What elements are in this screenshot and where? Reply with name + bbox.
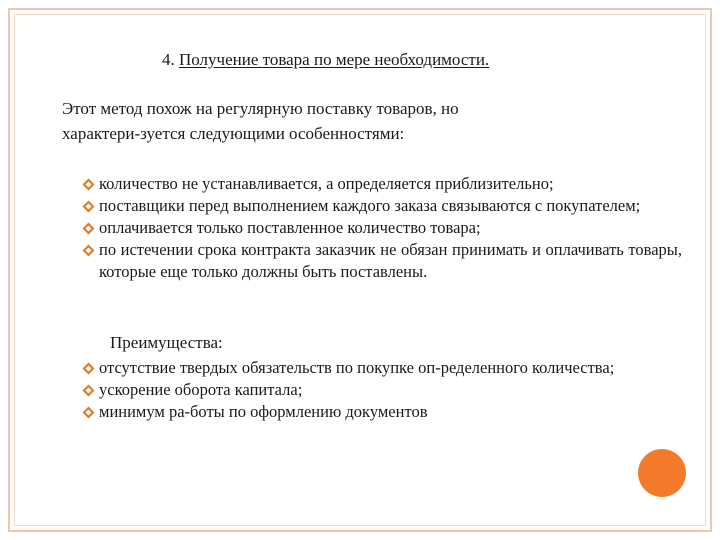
feature-text: оплачивается только поставленное количество товара; (99, 218, 481, 237)
diamond-bullet-icon (82, 178, 95, 191)
feature-text: поставщики перед выполнением каждого заказа связываются с покупателем; (99, 196, 641, 215)
list-item (82, 357, 687, 379)
list-item (82, 173, 682, 195)
slide-title (162, 49, 489, 71)
list-item (82, 379, 687, 401)
diamond-bullet-icon (82, 362, 95, 375)
advantage-text: отсутствие твердых обязательств по покупке оп-ределенного количества; (99, 358, 615, 377)
diamond-bullet-icon (82, 406, 95, 419)
diamond-bullet-icon (82, 244, 95, 257)
diamond-bullet-icon (82, 384, 95, 397)
title-number: 4. (162, 50, 175, 69)
advantage-text: минимум ра-боты по оформлению документов (99, 402, 428, 421)
feature-text: количество не устанавливается, а определяется приблизительно; (99, 174, 554, 193)
advantage-text: ускорение оборота капитала; (99, 380, 303, 399)
title-text: Получение товара по мере необходимости. (179, 50, 490, 69)
orange-circle-decoration (638, 449, 686, 497)
intro-paragraph (62, 96, 602, 146)
diamond-bullet-icon (82, 200, 95, 213)
intro-line-2: характери-зуется следующими особенностями: (62, 124, 405, 143)
list-item (82, 239, 682, 283)
diamond-bullet-icon (82, 222, 95, 235)
feature-text: по истечении срока контракта заказчик не обязан принимать и оплачивать товары, которые еще только должны быть поставлены. (99, 240, 682, 281)
advantages-list (82, 357, 687, 423)
list-item (82, 195, 682, 217)
list-item (82, 217, 682, 239)
features-list (82, 173, 682, 283)
intro-line-1: Этот метод похож на регулярную поставку товаров, но (62, 99, 459, 118)
advantages-heading: Преимущества: (110, 333, 223, 352)
list-item (82, 401, 687, 423)
